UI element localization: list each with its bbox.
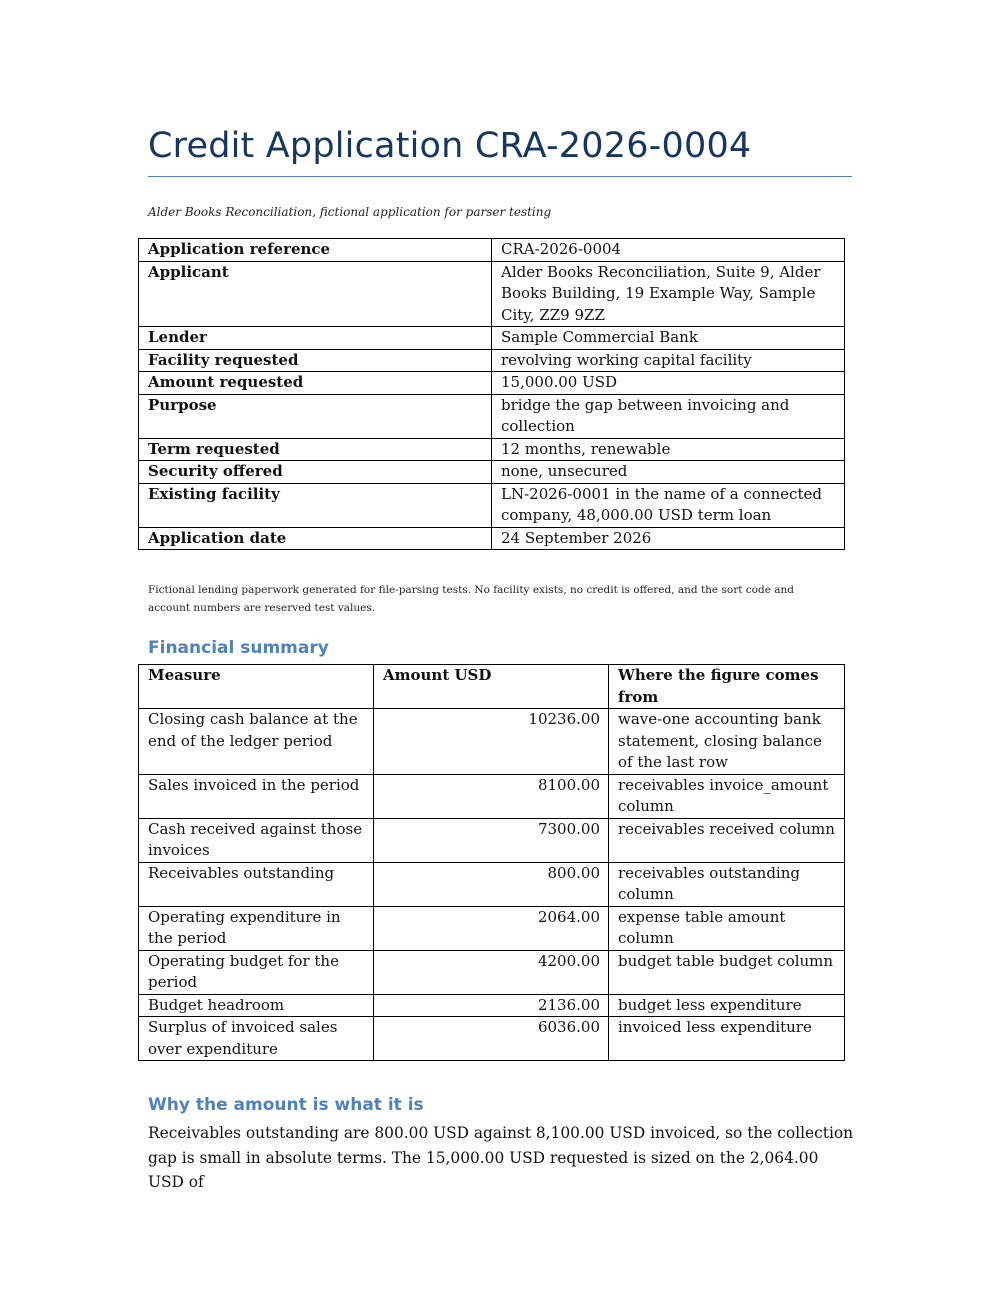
detail-value: 15,000.00 USD <box>492 372 845 395</box>
table-row <box>139 862 845 906</box>
table-row <box>139 239 845 262</box>
detail-value: 12 months, renewable <box>492 438 845 461</box>
table-row <box>139 261 845 327</box>
table-row <box>139 372 845 395</box>
detail-label: Purpose <box>139 394 492 438</box>
detail-value: bridge the gap between invoicing and collection <box>492 394 845 438</box>
column-header-measure: Measure <box>139 665 374 709</box>
table-row <box>139 349 845 372</box>
detail-label: Term requested <box>139 438 492 461</box>
table-row <box>139 950 845 994</box>
source-cell: receivables received column <box>609 818 845 862</box>
detail-value: none, unsecured <box>492 461 845 484</box>
measure-cell: Operating budget for the period <box>139 950 374 994</box>
detail-label: Application reference <box>139 239 492 262</box>
table-row <box>139 906 845 950</box>
column-header-source: Where the figure comes from <box>609 665 845 709</box>
measure-cell: Budget headroom <box>139 994 374 1017</box>
source-cell: budget table budget column <box>609 950 845 994</box>
amount-cell: 2136.00 <box>374 994 609 1017</box>
source-cell: wave-one accounting bank statement, closing balance of the last row <box>609 709 845 775</box>
table-row <box>139 994 845 1017</box>
table-row <box>139 1017 845 1061</box>
amount-cell: 4200.00 <box>374 950 609 994</box>
source-cell: receivables invoice_amount column <box>609 774 845 818</box>
detail-value: Alder Books Reconciliation, Suite 9, Alder Books Building, 19 Example Way, Sample City, ZZ9 9ZZ <box>492 261 845 327</box>
amount-cell: 7300.00 <box>374 818 609 862</box>
detail-label: Facility requested <box>139 349 492 372</box>
detail-label: Application date <box>139 527 492 550</box>
detail-label: Applicant <box>139 261 492 327</box>
document-subtitle: Alder Books Reconciliation, fictional application for parser testing <box>148 205 552 219</box>
detail-label: Amount requested <box>139 372 492 395</box>
detail-label: Lender <box>139 327 492 350</box>
disclaimer-note: Fictional lending paperwork generated for file-parsing tests. No facility exists, no credit is offered, and the sort code and account numbers are reserved test values. <box>148 584 794 614</box>
rationale-heading: Why the amount is what it is <box>148 1095 424 1115</box>
title-divider <box>148 176 852 177</box>
measure-cell: Receivables outstanding <box>139 862 374 906</box>
table-row <box>139 483 845 527</box>
detail-value: Sample Commercial Bank <box>492 327 845 350</box>
detail-label: Security offered <box>139 461 492 484</box>
table-row <box>139 438 845 461</box>
document-title: Credit Application CRA-2026-0004 <box>148 126 752 166</box>
amount-cell: 8100.00 <box>374 774 609 818</box>
rationale-paragraph: Receivables outstanding are 800.00 USD against 8,100.00 USD invoiced, so the collection gap is small in absolute terms. The 15,000.00 USD requested is sized on the 2,064.00 USD of <box>148 1124 854 1191</box>
source-cell: budget less expenditure <box>609 994 845 1017</box>
application-details-table <box>138 238 845 550</box>
measure-cell: Surplus of invoiced sales over expenditure <box>139 1017 374 1061</box>
amount-cell: 10236.00 <box>374 709 609 775</box>
amount-cell: 2064.00 <box>374 906 609 950</box>
table-row <box>139 818 845 862</box>
table-header-row <box>139 665 845 709</box>
source-cell: receivables outstanding column <box>609 862 845 906</box>
financial-summary-heading: Financial summary <box>148 638 329 658</box>
measure-cell: Closing cash balance at the end of the ledger period <box>139 709 374 775</box>
table-row <box>139 709 845 775</box>
source-cell: invoiced less expenditure <box>609 1017 845 1061</box>
detail-value: CRA-2026-0004 <box>492 239 845 262</box>
source-cell: expense table amount column <box>609 906 845 950</box>
detail-label: Existing facility <box>139 483 492 527</box>
amount-cell: 800.00 <box>374 862 609 906</box>
table-row <box>139 327 845 350</box>
measure-cell: Cash received against those invoices <box>139 818 374 862</box>
detail-value: 24 September 2026 <box>492 527 845 550</box>
amount-cell: 6036.00 <box>374 1017 609 1061</box>
table-row <box>139 394 845 438</box>
table-row <box>139 461 845 484</box>
measure-cell: Operating expenditure in the period <box>139 906 374 950</box>
column-header-amount: Amount USD <box>374 665 609 709</box>
table-row <box>139 774 845 818</box>
table-row <box>139 527 845 550</box>
detail-value: LN-2026-0001 in the name of a connected company, 48,000.00 USD term loan <box>492 483 845 527</box>
detail-value: revolving working capital facility <box>492 349 845 372</box>
measure-cell: Sales invoiced in the period <box>139 774 374 818</box>
financial-summary-table <box>138 664 845 1061</box>
